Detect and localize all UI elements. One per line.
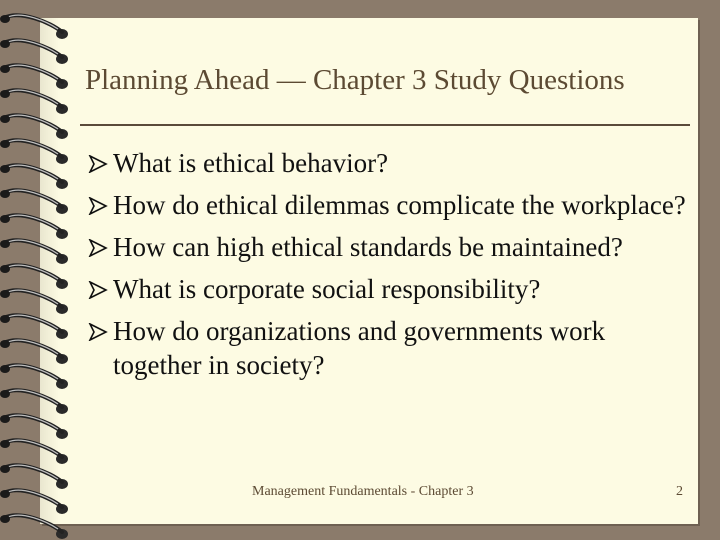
binding-ring <box>0 140 68 164</box>
arrow-bullet-icon <box>88 239 108 257</box>
binding-ring <box>0 90 68 114</box>
binding-ring <box>0 190 68 214</box>
bullet-item <box>88 146 688 180</box>
binding-ring <box>0 240 68 264</box>
bullet-text: How do organizations and governments work together in society? <box>113 316 606 380</box>
slide-title: Planning Ahead — Chapter 3 Study Questions <box>85 64 625 96</box>
binding-ring <box>0 440 68 464</box>
binding-ring <box>0 15 68 39</box>
binding-ring <box>0 315 68 339</box>
binding-ring <box>0 415 68 439</box>
binding-ring <box>0 215 68 239</box>
arrow-bullet-icon <box>88 197 108 215</box>
title-divider <box>80 124 690 126</box>
binding-ring <box>0 390 68 414</box>
binding-ring <box>0 465 68 489</box>
page-number: 2 <box>676 484 683 499</box>
slide-footer: Management Fundamentals - Chapter 3 <box>252 484 474 499</box>
bullet-text: What is ethical behavior? <box>113 148 389 178</box>
bullet-item <box>88 188 688 222</box>
bullet-text: What is corporate social responsibility? <box>113 274 541 304</box>
bullet-item <box>88 230 688 264</box>
binding-ring <box>0 115 68 139</box>
binding-ring <box>0 40 68 64</box>
arrow-bullet-icon <box>88 323 108 341</box>
bullet-list <box>88 146 688 390</box>
binding-ring <box>0 265 68 289</box>
arrow-bullet-icon <box>88 281 108 299</box>
bullet-item <box>88 272 688 306</box>
binding-ring <box>0 340 68 364</box>
bullet-text: How do ethical dilemmas complicate the workplace? <box>113 190 686 220</box>
binding-ring <box>0 65 68 89</box>
bullet-text: How can high ethical standards be maintained? <box>113 232 623 262</box>
binding-ring <box>0 165 68 189</box>
bullet-item <box>88 314 688 382</box>
binding-ring <box>0 365 68 389</box>
binding-ring <box>0 290 68 314</box>
arrow-bullet-icon <box>88 155 108 173</box>
spiral-binding <box>0 0 80 540</box>
binding-ring <box>0 490 68 514</box>
binding-ring <box>0 515 68 539</box>
